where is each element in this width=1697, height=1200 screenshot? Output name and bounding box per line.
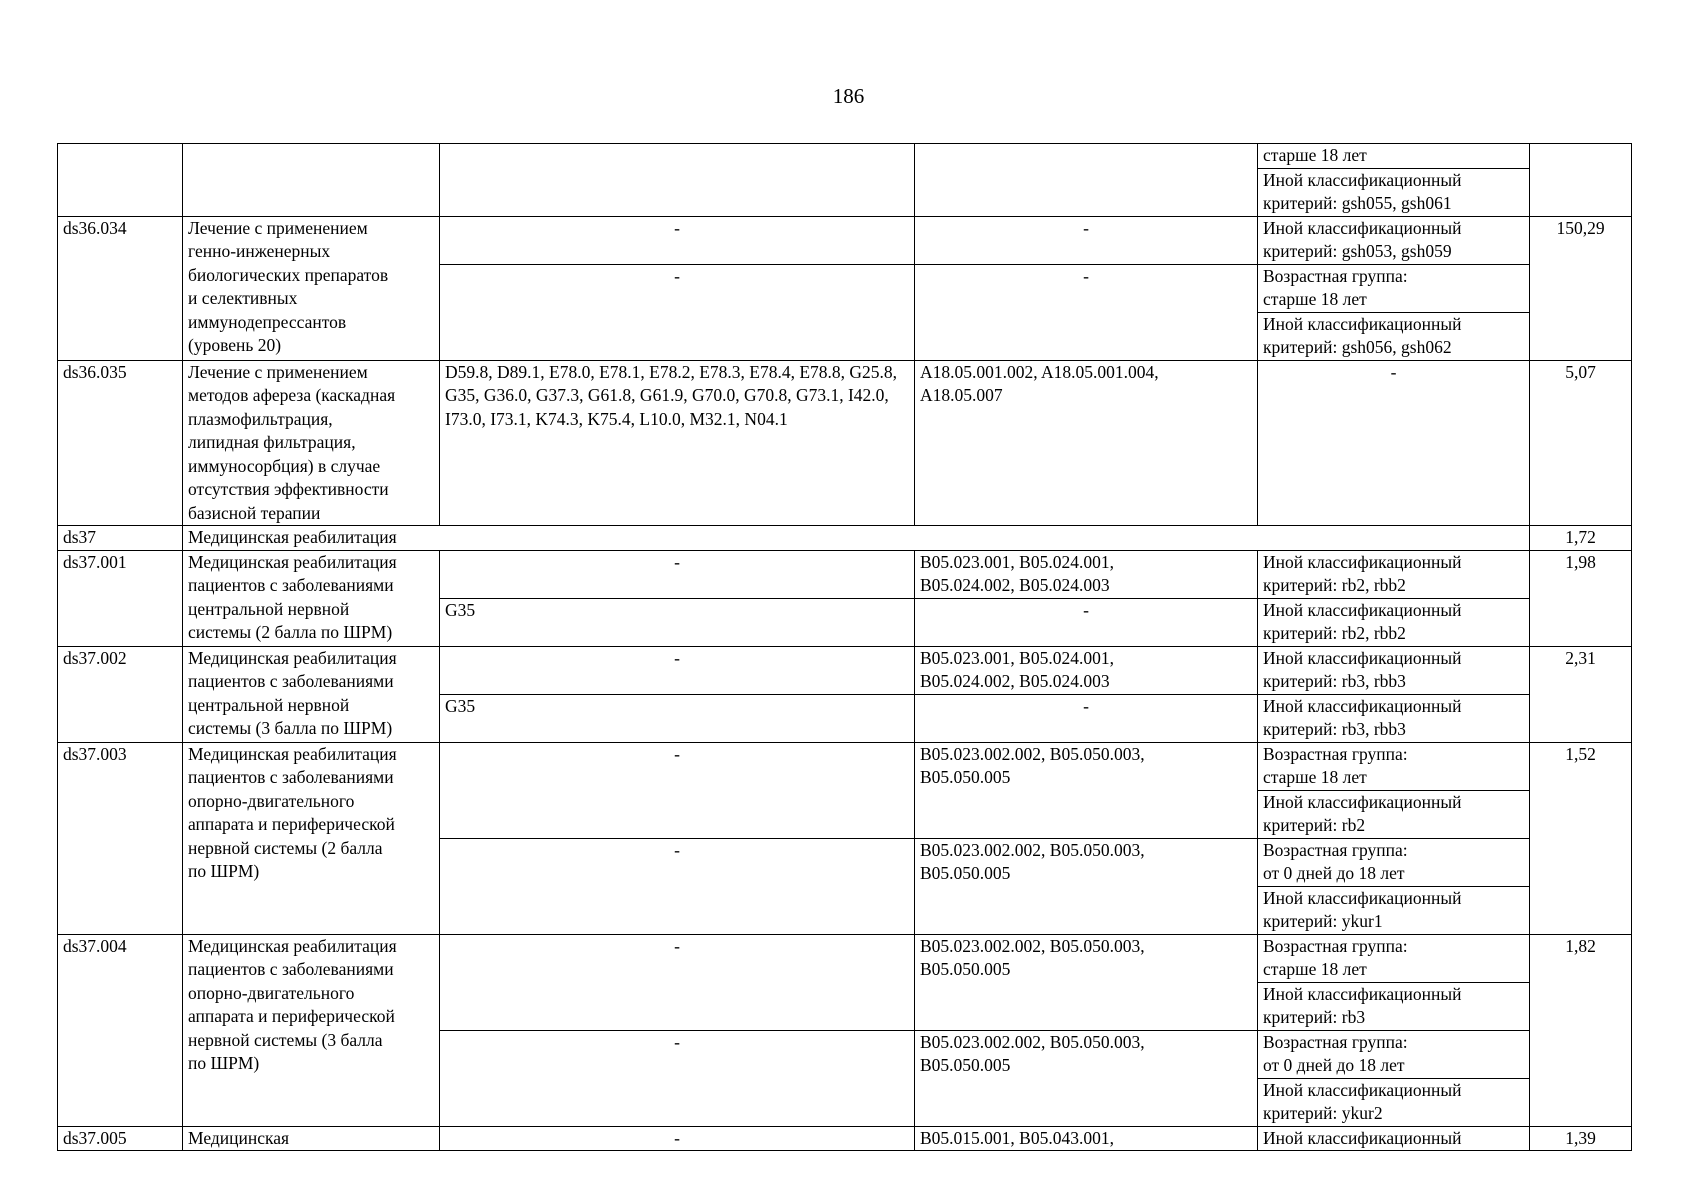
cell-criteria: Возрастная группа: от 0 дней до 18 лет <box>1258 1030 1530 1078</box>
cell-code: ds36.034 <box>58 216 183 360</box>
cell-diagnosis: - <box>440 1126 915 1151</box>
cell-name: Медицинская реабилитация пациентов с заболеваниями центральной нервной системы (2 балла по ШРМ) <box>183 550 440 646</box>
cell-coefficient: 1,52 <box>1530 742 1632 934</box>
cell-coefficient <box>1530 144 1632 217</box>
cell-criteria: Иной классификационный критерий: rb3 <box>1258 982 1530 1030</box>
cell-service: - <box>915 598 1258 646</box>
cell-code <box>58 144 183 217</box>
cell-criteria: - <box>1258 360 1530 526</box>
cell-name: Лечение с применением методов афереза (каскадная плазмофильтрация, липидная фильтрация, иммуносорбция) в случае отсутствия эффективности базисной терапии <box>183 360 440 526</box>
tariff-table <box>57 143 1632 1151</box>
cell-code: ds37.003 <box>58 742 183 934</box>
cell-coefficient: 1,98 <box>1530 550 1632 646</box>
cell-criteria: Иной классификационный критерий: rb2, rbb2 <box>1258 550 1530 598</box>
cell-diagnosis: - <box>440 216 915 264</box>
table-row <box>58 934 1632 982</box>
cell-service: B05.023.001, B05.024.001, B05.024.002, B05.024.003 <box>915 646 1258 694</box>
table-row <box>58 742 1632 790</box>
cell-name: Медицинская реабилитация пациентов с заболеваниями опорно-двигательного аппарата и периферической нервной системы (2 балла по ШРМ) <box>183 742 440 934</box>
cell-service: - <box>915 264 1258 360</box>
cell-criteria: Иной классификационный критерий: rb2 <box>1258 790 1530 838</box>
table-row <box>58 216 1632 264</box>
cell-criteria: Иной классификационный критерий: ykur2 <box>1258 1078 1530 1126</box>
cell-coefficient: 2,31 <box>1530 646 1632 742</box>
cell-service: - <box>915 216 1258 264</box>
cell-criteria: Иной классификационный критерий: gsh055, gsh061 <box>1258 168 1530 216</box>
cell-service: - <box>915 694 1258 742</box>
table-row <box>58 360 1632 526</box>
cell-criteria: Иной классификационный критерий: gsh053, gsh059 <box>1258 216 1530 264</box>
cell-diagnosis: G35 <box>440 694 915 742</box>
cell-name: Лечение с применением генно-инженерных биологических препаратов и селективных иммунодепрессантов (уровень 20) <box>183 216 440 360</box>
cell-criteria: Иной классификационный <box>1258 1126 1530 1151</box>
cell-diagnosis: - <box>440 646 915 694</box>
cell-criteria: Возрастная группа: старше 18 лет <box>1258 934 1530 982</box>
cell-diagnosis: - <box>440 264 915 360</box>
cell-code: ds37 <box>58 526 183 551</box>
cell-coefficient: 1,72 <box>1530 526 1632 551</box>
cell-diagnosis: D59.8, D89.1, E78.0, E78.1, E78.2, E78.3, E78.4, E78.8, G25.8, G35, G36.0, G37.3, G61.8, G61.9, G70.0, G70.8, G73.1, I42.0, I73.0, I73.1, K74.3, K75.4, L10.0, M32.1, N04.1 <box>440 360 915 526</box>
table-row <box>58 144 1632 169</box>
cell-service: A18.05.001.002, A18.05.001.004, A18.05.007 <box>915 360 1258 526</box>
cell-diagnosis <box>440 144 915 217</box>
cell-service: B05.023.002.002, B05.050.003, B05.050.005 <box>915 838 1258 934</box>
cell-service: B05.023.002.002, B05.050.003, B05.050.005 <box>915 934 1258 1030</box>
cell-coefficient: 150,29 <box>1530 216 1632 360</box>
table-row <box>58 526 1632 551</box>
cell-criteria: Возрастная группа: старше 18 лет <box>1258 742 1530 790</box>
table-row <box>58 550 1632 598</box>
cell-criteria: Иной классификационный критерий: rb3, rbb3 <box>1258 646 1530 694</box>
table-row <box>58 1126 1632 1151</box>
cell-criteria: Возрастная группа: старше 18 лет <box>1258 264 1530 312</box>
cell-code: ds37.002 <box>58 646 183 742</box>
cell-code: ds37.005 <box>58 1126 183 1151</box>
cell-diagnosis: - <box>440 838 915 934</box>
cell-diagnosis: G35 <box>440 598 915 646</box>
cell-name: Медицинская реабилитация пациентов с заболеваниями центральной нервной системы (3 балла по ШРМ) <box>183 646 440 742</box>
cell-service: B05.023.002.002, B05.050.003, B05.050.005 <box>915 1030 1258 1126</box>
cell-criteria: Иной классификационный критерий: gsh056, gsh062 <box>1258 312 1530 360</box>
cell-code: ds37.001 <box>58 550 183 646</box>
cell-code: ds36.035 <box>58 360 183 526</box>
cell-name <box>183 144 440 217</box>
cell-criteria: Иной классификационный критерий: rb2, rbb2 <box>1258 598 1530 646</box>
cell-code: ds37.004 <box>58 934 183 1126</box>
cell-service: B05.023.001, B05.024.001, B05.024.002, B05.024.003 <box>915 550 1258 598</box>
page-number: 186 <box>832 84 865 108</box>
cell-criteria: Иной классификационный критерий: rb3, rbb3 <box>1258 694 1530 742</box>
cell-name: Медицинская реабилитация <box>183 526 1530 551</box>
cell-service: B05.023.002.002, B05.050.003, B05.050.005 <box>915 742 1258 838</box>
cell-service <box>915 144 1258 217</box>
cell-coefficient: 5,07 <box>1530 360 1632 526</box>
cell-name: Медицинская реабилитация пациентов с заболеваниями опорно-двигательного аппарата и периферической нервной системы (3 балла по ШРМ) <box>183 934 440 1126</box>
cell-criteria: Иной классификационный критерий: ykur1 <box>1258 886 1530 934</box>
cell-diagnosis: - <box>440 1030 915 1126</box>
cell-coefficient: 1,82 <box>1530 934 1632 1126</box>
cell-diagnosis: - <box>440 934 915 1030</box>
table-row <box>58 646 1632 694</box>
cell-diagnosis: - <box>440 550 915 598</box>
cell-service: B05.015.001, B05.043.001, <box>915 1126 1258 1151</box>
cell-criteria: старше 18 лет <box>1258 144 1530 169</box>
cell-coefficient: 1,39 <box>1530 1126 1632 1151</box>
cell-name: Медицинская <box>183 1126 440 1151</box>
cell-diagnosis: - <box>440 742 915 838</box>
cell-criteria: Возрастная группа: от 0 дней до 18 лет <box>1258 838 1530 886</box>
